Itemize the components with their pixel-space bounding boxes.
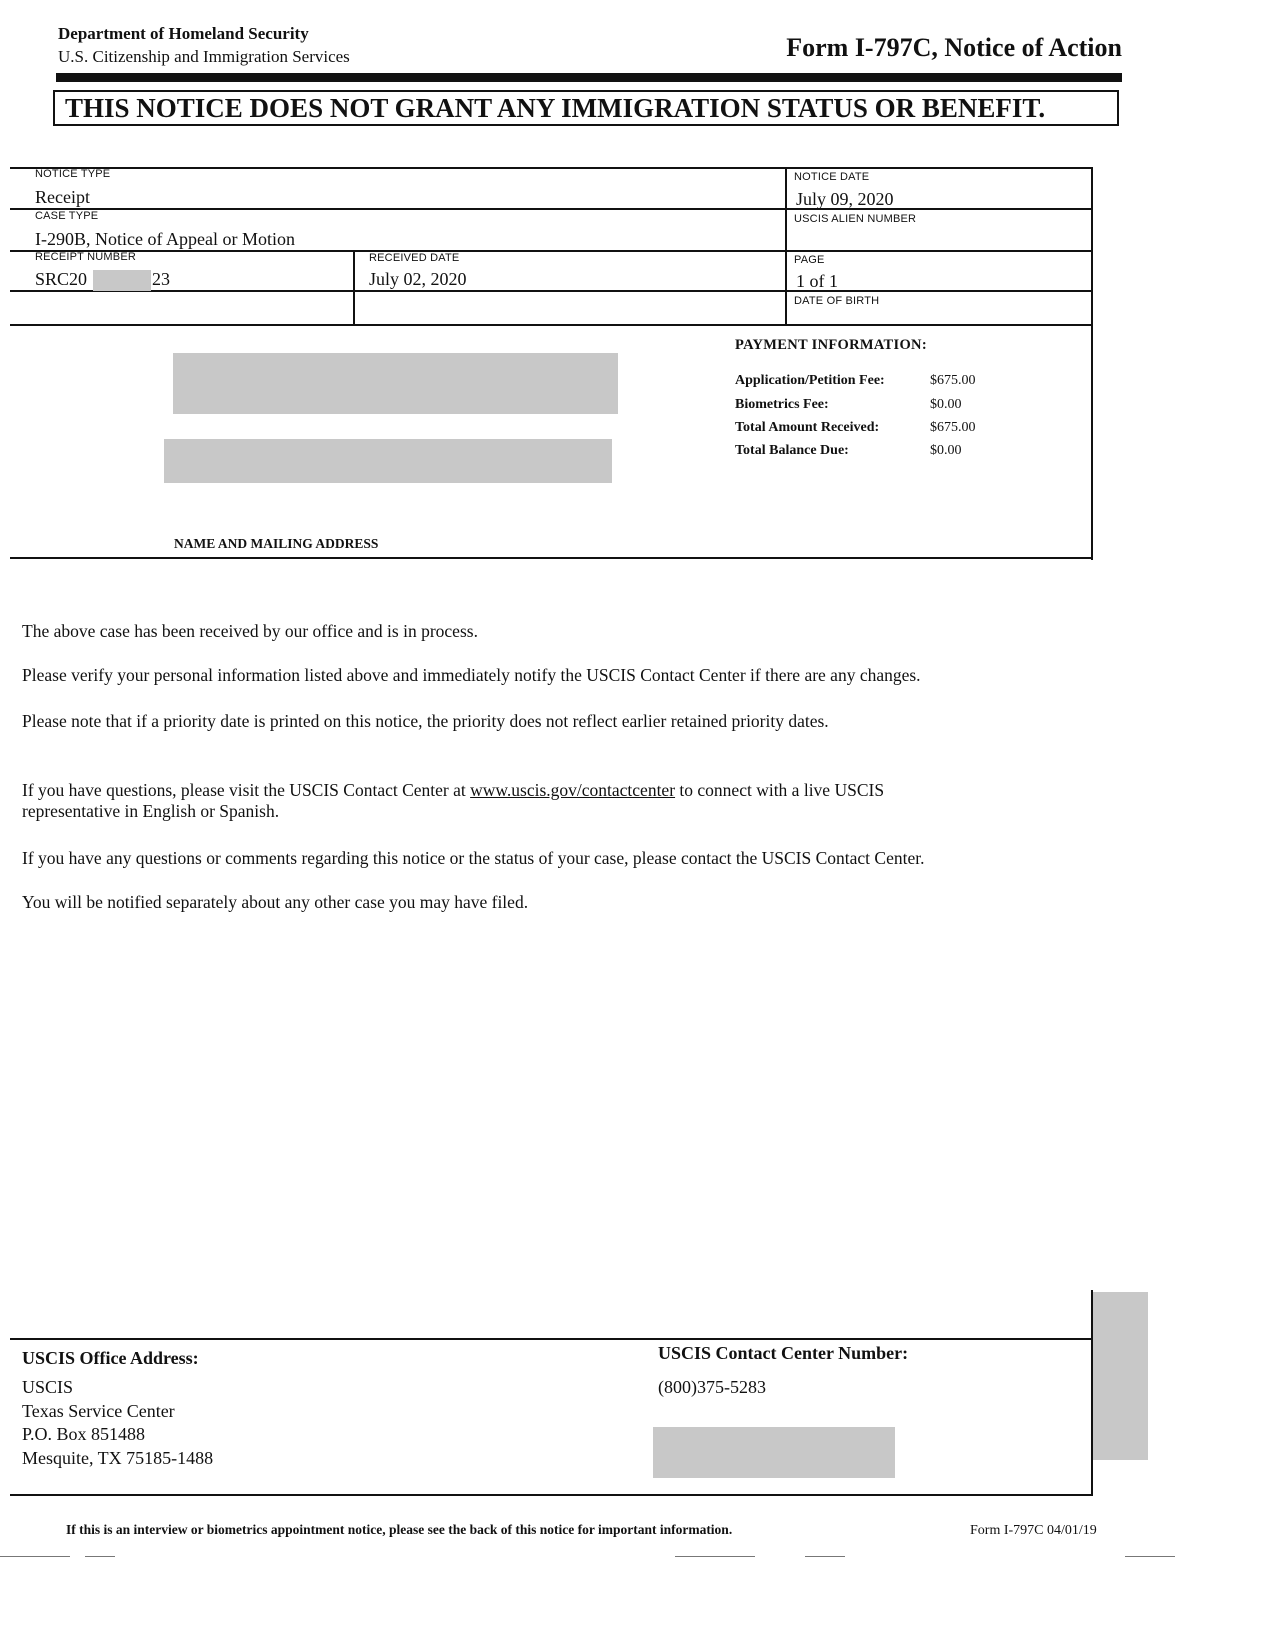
address-rule	[10, 557, 1093, 559]
redacted-address	[164, 439, 612, 483]
contact-center-link[interactable]: www.uscis.gov/contactcenter	[470, 780, 676, 800]
office-address-line: Mesquite, TX 75185-1488	[22, 1447, 214, 1468]
payment-row-label: Application/Petition Fee:	[735, 373, 885, 388]
redacted-receipt-digits	[93, 270, 151, 291]
notice-type-label: NOTICE TYPE	[35, 168, 111, 180]
notice-date-value: July 09, 2020	[796, 189, 894, 209]
office-address-line: P.O. Box 851488	[22, 1424, 146, 1444]
body-paragraph-comments: If you have any questions or comments regarding this notice or the status of your case, please contact the USCIS Contact Center.	[22, 848, 925, 868]
body-paragraph-priority: Please note that if a priority date is printed on this notice, the priority does not reflect earlier retained priority dates.	[22, 711, 829, 731]
case-type-value: I-290B, Notice of Appeal or Motion	[35, 229, 295, 249]
payment-row-label: Total Balance Due:	[735, 443, 849, 458]
office-address-title: USCIS Office Address:	[22, 1348, 199, 1368]
receipt-number-label: RECEIPT NUMBER	[35, 251, 136, 263]
office-address-line: USCIS	[22, 1377, 74, 1397]
payment-row-value: $0.00	[930, 443, 962, 458]
agency-name: U.S. Citizenship and Immigration Services	[58, 47, 350, 66]
payment-title: PAYMENT INFORMATION:	[735, 337, 927, 353]
receipt-number-suffix: 23	[152, 269, 170, 289]
redacted-barcode	[1093, 1292, 1148, 1460]
body-paragraph-verify: Please verify your personal information listed above and immediately notify the USCIS Contact Center if there are any changes.	[22, 665, 921, 685]
status-banner	[53, 90, 1119, 126]
payment-row-value: $675.00	[930, 420, 976, 435]
form-id: Form I-797C 04/01/19	[970, 1523, 1097, 1538]
body-paragraph-separate: You will be notified separately about any other case you may have filed.	[22, 892, 529, 912]
payment-row-value: $0.00	[930, 397, 962, 412]
status-banner-text: THIS NOTICE DOES NOT GRANT ANY IMMIGRATION STATUS OR BENEFIT.	[65, 93, 1046, 123]
office-address	[22, 1376, 213, 1470]
received-date-value: July 02, 2020	[369, 269, 467, 289]
receipt-number-prefix: SRC20	[35, 269, 88, 289]
body-paragraph-received: The above case has been received by our office and is in process.	[22, 621, 478, 641]
payment-row-label: Biometrics Fee:	[735, 397, 829, 412]
received-date-label: RECEIVED DATE	[369, 252, 460, 264]
questions-text-end: to connect with a live USCIS	[675, 780, 885, 800]
questions-text: If you have questions, please visit the USCIS Contact Center at	[22, 780, 471, 800]
header-rule	[56, 73, 1122, 82]
page-value: 1 of 1	[796, 271, 838, 291]
office-address-line: Texas Service Center	[22, 1400, 175, 1421]
payment-row-label: Total Amount Received:	[735, 420, 880, 435]
footer-bottom-rule	[10, 1494, 1093, 1496]
dob-label: DATE OF BIRTH	[794, 295, 880, 307]
case-type-label: CASE TYPE	[35, 210, 99, 222]
redacted-name	[173, 353, 618, 414]
payment-row-value: $675.00	[930, 373, 976, 388]
questions-text-line2: representative in English or Spanish.	[22, 801, 280, 821]
alien-number-label: USCIS ALIEN NUMBER	[794, 213, 917, 225]
appointment-note: If this is an interview or biometrics appointment notice, please see the back of this notice for important information.	[66, 1522, 733, 1537]
redacted-footer-info	[653, 1427, 895, 1478]
address-label: NAME AND MAILING ADDRESS	[174, 536, 379, 551]
department-name: Department of Homeland Security	[58, 24, 309, 43]
body-paragraph-questions	[22, 780, 1062, 822]
form-title: Form I-797C, Notice of Action	[786, 33, 1122, 62]
footer-top-rule	[10, 1338, 1093, 1340]
page-label: PAGE	[794, 254, 825, 266]
notice-date-label: NOTICE DATE	[794, 171, 870, 183]
notice-type-value: Receipt	[35, 187, 90, 207]
contact-center-title: USCIS Contact Center Number:	[658, 1343, 909, 1363]
contact-center-number: (800)375-5283	[658, 1377, 766, 1397]
